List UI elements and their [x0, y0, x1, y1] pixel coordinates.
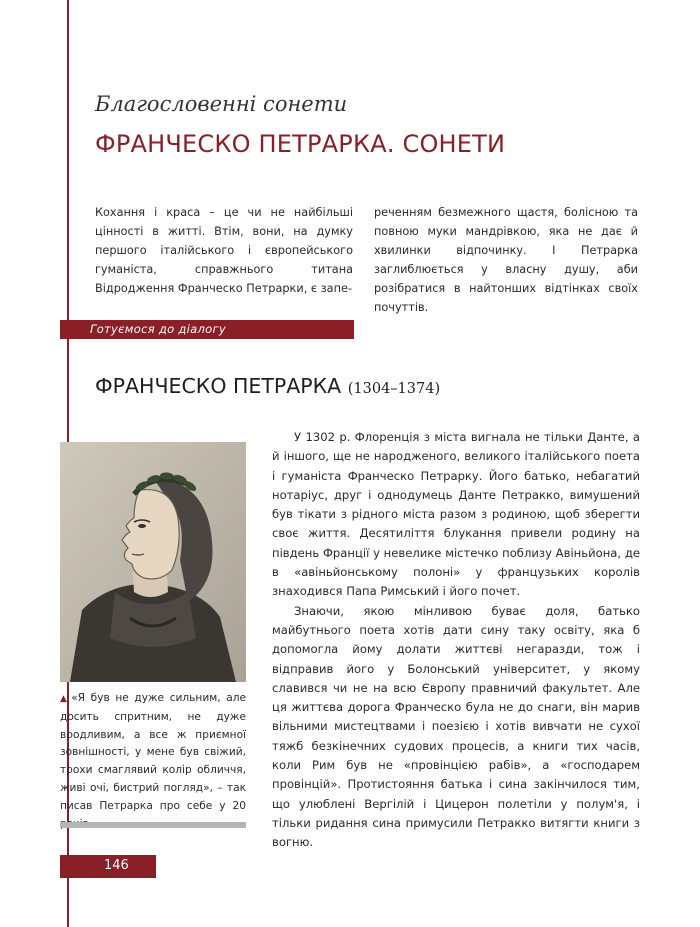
author-heading	[95, 374, 440, 398]
page-number-box	[60, 855, 156, 878]
caption-underline	[60, 822, 246, 828]
biography-paragraph-2: Знаючи, якою мінливою буває доля, батько майбутнього поета хотів дати сину таку освіту, яка б допомогла йому долати життєві негаразди, тож і відправив його у Болонський університет, у якому славився чи не на всю Європу правничий факультет. Але ця життєва дорога Франческо була не до снаги, він марив вільними мистецтвами і поезією і хотів вивчати не сухої тяжб безкінечних судових процесів, а книги тих часів, коли Рим був не «провінцією рабів», а «господарем провінцій». Протистояння батька і сина закінчилося тим, що улюблені Вергілій і Цицерон полетіли у полум'я, і тільки ридання сина примусили Петракко витягти книги з вогню.	[272, 603, 640, 850]
author-name: ФРАНЧЕСКО ПЕТРАРКА	[95, 374, 342, 398]
caption-text: «Я був не дуже сильним, але досить спритним, не дуже вродливим, а все ж приємної зовнішності, у мене був свіжий, трохи смаглявий колір обличчя, живі очі, бистрий погляд», – так писав Петрарка про себе у 20	[60, 692, 247, 812]
section-band	[60, 320, 354, 339]
section-title: Благословенні сонети	[95, 92, 348, 116]
page-number: 146	[104, 858, 129, 873]
intro-text-left: Кохання і краса – це чи не найбільші цінності в житті. Втім, вони, на думку першого італійського і європейського гуманіста, справжнього титана Відродження Франческо Петрарки, є запе-	[95, 206, 353, 295]
page-title: ФРАНЧЕСКО ПЕТРАРКА. СОНЕТИ	[95, 130, 506, 158]
section-band-label: Готуємося до діалогу	[90, 322, 226, 336]
intro-text-right: реченням безмежного щастя, болісною та повною муки мандрівкою, яка не дає й хвилинки відпочинку. І Петрарка заглиблюється у власну душу, аби розібратися в найтонших відтінках своїх почуттів.	[374, 206, 638, 314]
petrarch-portrait	[60, 442, 246, 682]
caption-triangle-icon: ▲	[60, 694, 70, 704]
author-years: (1304–1374)	[347, 381, 441, 397]
portrait-caption	[60, 690, 246, 833]
portrait-illustration	[60, 442, 246, 682]
biography-paragraph-1: У 1302 р. Флоренція з міста вигнала не тільки Данте, а й іншого, ще не народженого, великого італійського поета і гуманіста Франческо Петрарку. Його батько, небагатий нотаріус, друг і однодумець Данте Петракко, вимушений був тікати з рідного міста разом з родиною, щоб зберегти своє життя. Десятиліття блукання привели родину на південь Франції у невелике містечко поблизу Авіньйона, де в «авіньйонському полоні» у французьких королів знаходився Папа Римський і його почет.	[272, 430, 640, 599]
biography-text	[272, 428, 640, 853]
